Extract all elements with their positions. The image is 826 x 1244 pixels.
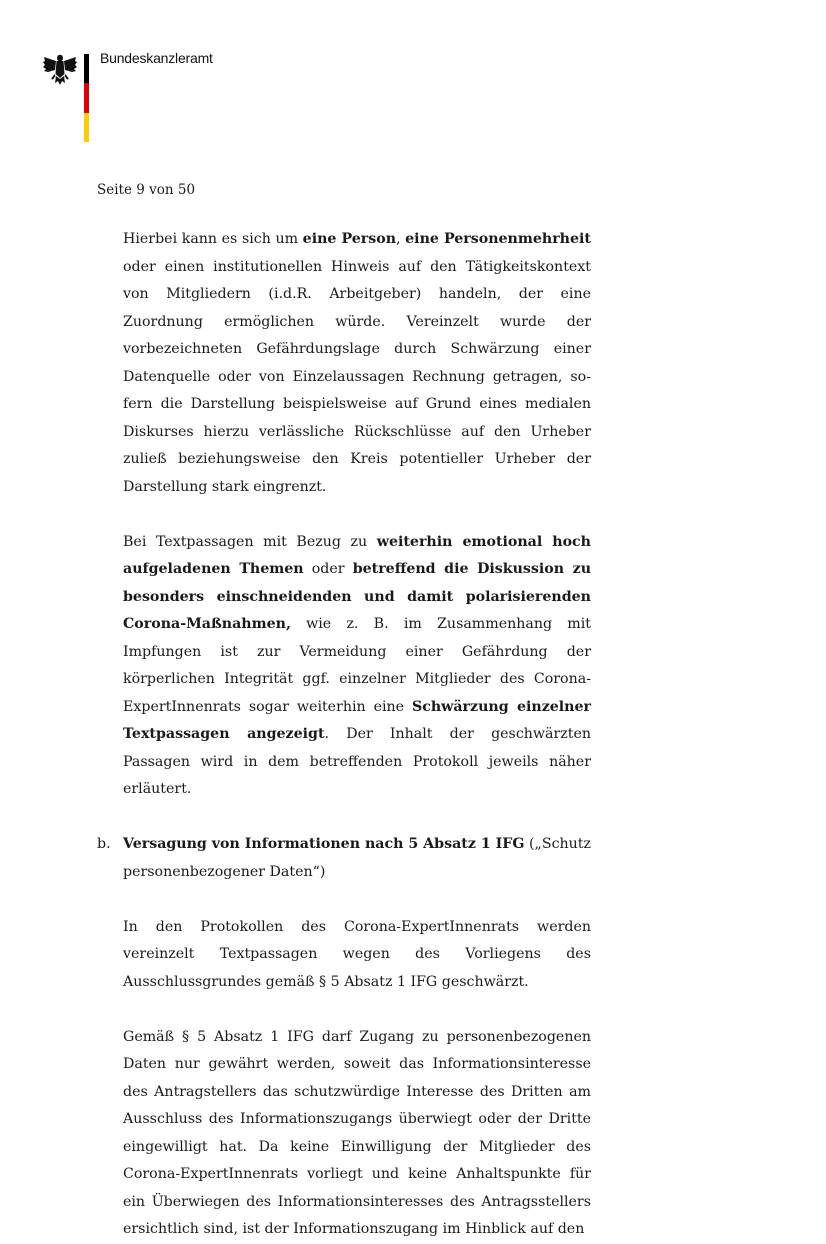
paragraph-1: Hierbei kann es sich um eine Person, eine Personenmehrheit oder einen institutionellen Hinweis auf den Tätigkeitskontext von Mitgliedern (i.d.R. Arbeitgeber) handeln, der eine Zuordnung ermöglichen würde. Vereinzelt wurde der vorbezeichneten Gefährdungslage durch Schwärzung einer Datenquelle oder von Einzelaussagen Rechnung getragen, sofern die Darstellung beispielsweise auf Grund eines medialen Diskurses hierzu verlässliche Rückschlüsse auf den Urheber zuließ beziehungsweise den Kreis potentieller Urheber der Darstellung stark eingrenzt. — [123, 231, 591, 495]
federal-eagle-icon — [42, 52, 78, 88]
section-title: Versagung von Informationen nach 5 Absatz 1 IFG — [123, 836, 525, 852]
flag-stripe-black — [84, 54, 89, 83]
page-number: Seite 9 von 50 — [97, 182, 196, 198]
agency-name: Bundeskanzleramt — [100, 50, 213, 66]
letterhead — [0, 0, 826, 150]
section-b-heading: b. Versagung von Informationen nach 5 Absatz 1 IFG („Schutz personenbezogener Daten“) — [123, 831, 591, 886]
flag-stripe-gold — [84, 113, 89, 142]
paragraph-3: In den Protokollen des Corona-ExpertInnenrats werden vereinzelt Textpassagen wegen des Vorliegens des Ausschlussgrundes gemäß § 5 Absatz 1 IFG geschwärzt. — [123, 918, 591, 990]
section-marker: b. — [97, 836, 111, 852]
paragraph-4: Gemäß § 5 Absatz 1 IFG darf Zugang zu personenbezogenen Daten nur gewährt werden, soweit das Informationsinteresse des Antragstellers das schutzwürdige Interesse des Dritten am Ausschluss des Informationszugangs überwiegt oder der Dritte eingewilligt hat. Da keine Einwilligung der Mitglieder des Corona-ExpertInnenrats vorliegt und keine Anhaltspunkte für ein Überwiegen des Informationsinteresses des Antragsstellers ersichtlich sind, ist der Informationszugang im Hinblick auf den — [123, 1028, 591, 1237]
flag-bar — [84, 54, 89, 142]
flag-stripe-red — [84, 83, 89, 112]
body-text — [97, 226, 592, 1244]
paragraph-2: Bei Textpassagen mit Bezug zu weiterhin emotional hoch aufgeladenen Themen oder betreffend die Diskussion zu besonders einschneidenden und damit polarisierenden Corona-Maßnahmen, wie z. B. im Zusammenhang mit Impfungen ist zur Vermeidung einer Gefährdung der körperlichen Integrität ggf. einzelner Mitglieder des Corona-ExpertInnenrats sogar weiterhin eine Schwärzung einzelner Textpassagen angezeigt. Der Inhalt der geschwärzten Passagen wird in dem betreffenden Protokoll jeweils näher erläutert. — [123, 533, 592, 797]
